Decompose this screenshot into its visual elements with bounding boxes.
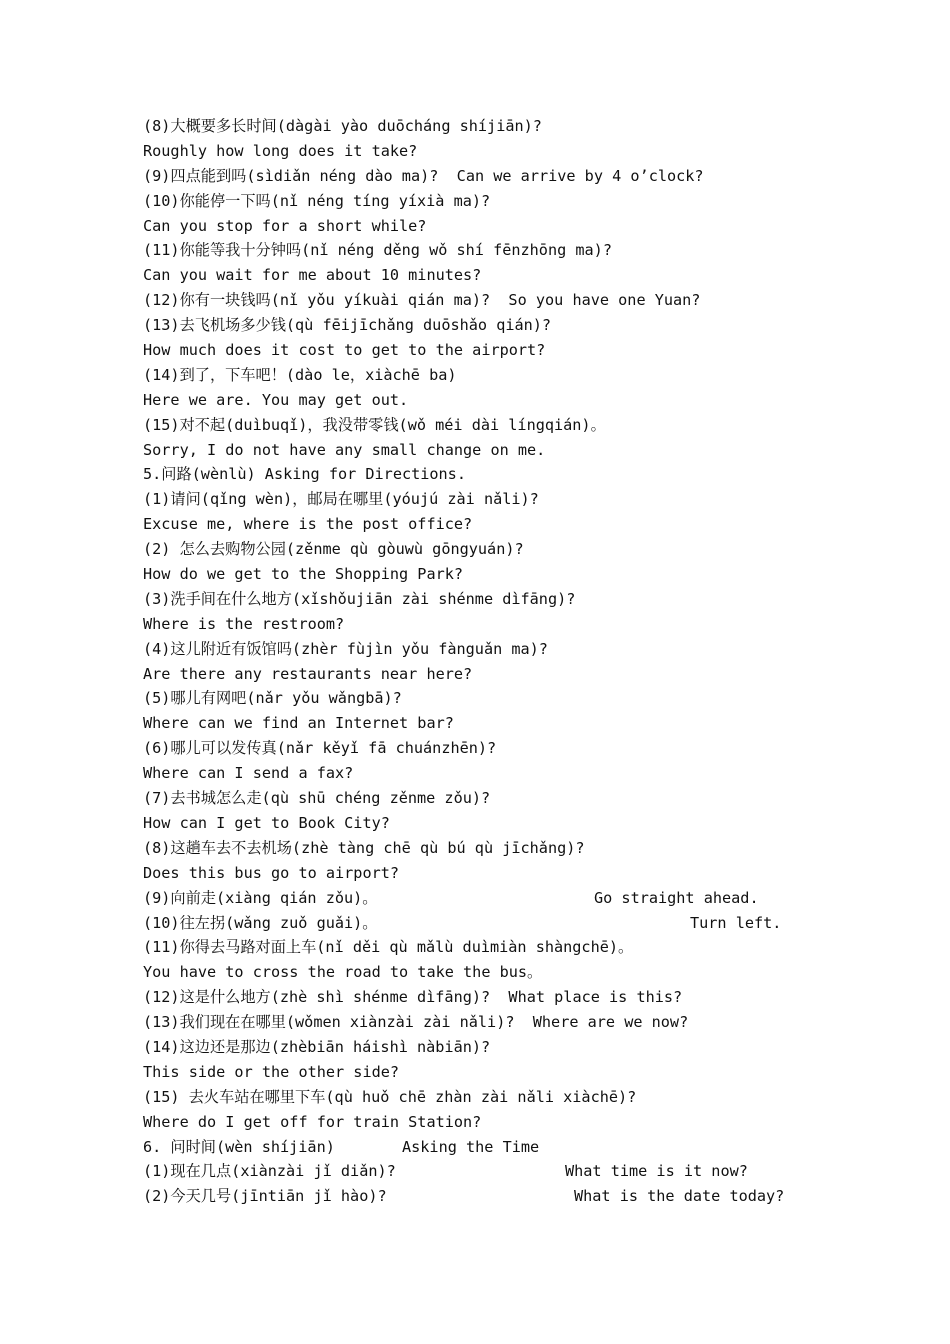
text-line: How can I get to Book City?: [143, 813, 390, 832]
text-line: (6)哪儿可以发传真(nǎr kěyǐ fā chuánzhēn)?: [143, 739, 497, 758]
text-line: (8)这趟车去不去机场(zhè tàng chē qù bú qù jīchǎng)?: [143, 838, 585, 857]
text-line-right: Turn left.: [690, 913, 782, 932]
text-line: Does this bus go to airport?: [143, 863, 400, 882]
text-line: Can you wait for me about 10 minutes?: [143, 266, 482, 285]
text-line: (15)对不起(duìbuqǐ)，我没带零钱(wǒ méi dài língqián)。: [143, 415, 606, 434]
text-line: (14)到了，下车吧！(dào le，xiàchē ba): [143, 365, 457, 384]
text-line: Excuse me, where is the post office?: [143, 515, 473, 534]
text-line: This side or the other side?: [143, 1062, 400, 1081]
text-line-right: Go straight ahead.: [594, 888, 759, 907]
text-line: (13)我们现在在哪里(wǒmen xiànzài zài nǎli)? Where are we now?: [143, 1013, 689, 1032]
text-line: (12)这是什么地方(zhè shì shénme dìfāng)? What place is this?: [143, 988, 683, 1007]
text-line: How do we get to the Shopping Park?: [143, 565, 464, 584]
text-line: (9)四点能到吗(sìdiǎn néng dào ma)? Can we arrive by 4 o’clock?: [143, 166, 704, 185]
text-line: Here we are. You may get out.: [143, 390, 409, 409]
text-line-left: (1)现在几点(xiànzài jǐ diǎn)?: [143, 1162, 396, 1181]
text-line: Are there any restaurants near here?: [143, 664, 473, 683]
text-line: (5)哪儿有网吧(nǎr yǒu wǎngbā)?: [143, 689, 402, 708]
text-line: (8)大概要多长时间(dàgài yào duōcháng shíjiān)?: [143, 117, 542, 135]
text-line: Where do I get off for train Station?: [143, 1112, 482, 1131]
text-line: (1)请问(qǐng wèn)，邮局在哪里(yóujú zài nǎli)?: [143, 490, 539, 509]
text-line-left: (2)今天几号(jīntiān jǐ hào)?: [143, 1187, 387, 1206]
text-line: [143, 886, 823, 911]
text-line: Where can we find an Internet bar?: [143, 714, 454, 733]
text-line-right: What time is it now?: [565, 1162, 748, 1181]
text-line: (3)洗手间在什么地方(xǐshǒujiān zài shénme dìfāng)?: [143, 589, 576, 608]
text-line: Where can I send a fax?: [143, 764, 354, 783]
text-line: (14)这边还是那边(zhèbiān háishì nàbiān)?: [143, 1037, 491, 1056]
text-line: (4)这儿附近有饭馆吗(zhèr fùjìn yǒu fànguǎn ma)?: [143, 639, 548, 658]
text-line: (15) 去火车站在哪里下车(qù huǒ chē zhàn zài nǎli xiàchē)?: [143, 1087, 637, 1106]
text-line: 5.问路(wènlù) Asking for Directions.: [143, 465, 466, 484]
text-line: (10)你能停一下吗(nǐ néng tíng yíxià ma)?: [143, 191, 491, 210]
text-line: [143, 1184, 823, 1209]
text-line: Roughly how long does it take?: [143, 141, 418, 160]
text-line-left: 6. 问时间(wèn shíjiān): [143, 1137, 335, 1156]
text-line: (2) 怎么去购物公园(zěnme qù gòuwù gōngyuán)?: [143, 540, 524, 559]
text-line-right: Asking the Time: [402, 1137, 540, 1156]
text-line: (11)你得去马路对面上车(nǐ děi qù mǎlù duìmiàn shàngchē)。: [143, 938, 634, 957]
text-line: Where is the restroom?: [143, 614, 345, 633]
text-line-left: (10)往左拐(wǎng zuǒ guǎi)。: [143, 913, 378, 932]
text-line: [143, 1159, 823, 1184]
text-line-left: (9)向前走(xiàng qián zǒu)。: [143, 888, 378, 907]
text-body: [143, 114, 823, 1209]
text-line: (13)去飞机场多少钱(qù fēijīchǎng duōshǎo qián)?: [143, 316, 552, 335]
text-line: Can you stop for a short while?: [143, 216, 427, 235]
text-line: [143, 911, 823, 936]
text-line: [143, 1135, 823, 1160]
text-line: How much does it cost to get to the airport?: [143, 341, 546, 360]
text-line: You have to cross the road to take the bus。: [143, 963, 543, 982]
text-line: Sorry, I do not have any small change on me.: [143, 440, 546, 459]
text-line-right: What is the date today?: [574, 1187, 785, 1206]
text-line: (11)你能等我十分钟吗(nǐ néng děng wǒ shí fēnzhōng ma)?: [143, 241, 612, 260]
text-line: (7)去书城怎么走(qù shū chéng zěnme zǒu)?: [143, 789, 491, 808]
text-line: (12)你有一块钱吗(nǐ yǒu yíkuài qián ma)? So you have one Yuan?: [143, 291, 701, 310]
